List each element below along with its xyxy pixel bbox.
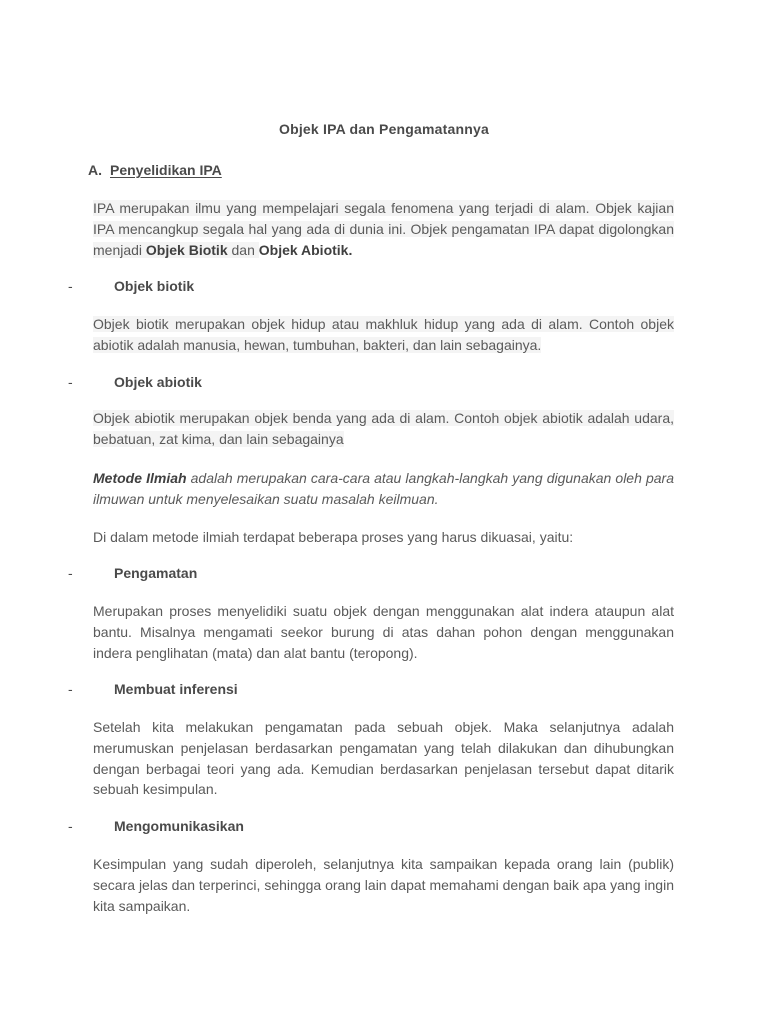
paragraph-text: Objek biotik merupakan objek hidup atau makhluk hidup yang ada di alam. Contoh objek abiotik adalah manusia, hewan, tumbuhan, bakteri, dan lain sebagainya.	[93, 316, 674, 353]
intro-text-1: IPA merupakan ilmu yang mempelajari segala fenomena yang terjadi di alam. Objek kajian IPA mencangkup segala hal yang ada di dunia ini. Objek pengamatan IPA dapat digolongkan menjadi	[93, 200, 674, 258]
bullet-label: Membuat inferensi	[114, 681, 238, 697]
bullet-label: Objek biotik	[114, 278, 195, 294]
bullet-label: Objek abiotik	[114, 374, 202, 390]
intro-text-2: dan	[227, 241, 259, 258]
document-title: Objek IPA dan Pengamatannya	[278, 121, 489, 137]
section-heading-a	[88, 162, 222, 178]
bullet-label: Pengamatan	[114, 565, 198, 581]
paragraph-proses: Di dalam metode ilmiah terdapat beberapa proses yang harus dikuasai, yaitu:	[93, 529, 574, 545]
bullet-dash: -	[68, 278, 73, 294]
section-heading-text: Penyelidikan IPA	[110, 162, 222, 178]
paragraph-metode-ilmiah	[93, 468, 674, 510]
paragraph-inferensi: Setelah kita melakukan pengamatan pada sebuah objek. Maka selanjutnya adalah merumuskan penjelasan berdasarkan pengamatan yang telah dilakukan dan dihubungkan dengan berbagai teori yang ada. Kemudian berdasarkan penjelasan tersebut dapat ditarik sebuah kesimpulan.	[93, 719, 674, 798]
metode-text: adalah merupakan cara-cara atau langkah-langkah yang digunakan oleh para ilmuwan untuk menyelesaikan suatu masalah keilmuan.	[93, 470, 674, 507]
bullet-dash: -	[68, 681, 73, 697]
paragraph-objek-abiotik	[93, 408, 674, 450]
bullet-dash: -	[68, 818, 73, 834]
intro-bold-abiotik: Objek Abiotik.	[258, 241, 353, 258]
paragraph-pengamatan: Merupakan proses menyelidiki suatu objek dengan menggunakan alat indera ataupun alat bantu. Misalnya mengamati seekor burung di atas dahan pohon dengan menggunakan indera penglihatan (mata) dan alat bantu (teropong).	[93, 603, 674, 661]
intro-bold-biotik: Objek Biotik	[145, 241, 228, 258]
bullet-dash: -	[68, 565, 73, 581]
intro-paragraph	[93, 198, 674, 260]
section-letter: A.	[88, 162, 102, 178]
metode-bold: Metode Ilmiah	[93, 470, 187, 486]
bullet-label: Mengomunikasikan	[114, 818, 244, 834]
paragraph-text: Objek abiotik merupakan objek benda yang ada di alam. Contoh objek abiotik adalah udara, bebatuan, zat kima, dan lain sebagainya	[93, 410, 674, 447]
bullet-dash: -	[68, 374, 73, 390]
paragraph-komunikasi: Kesimpulan yang sudah diperoleh, selanjutnya kita sampaikan kepada orang lain (publik) secara jelas dan terperinci, sehingga orang lain dapat memahami dengan baik apa yang ingin kita sampaikan.	[93, 856, 674, 914]
paragraph-objek-biotik	[93, 314, 674, 356]
